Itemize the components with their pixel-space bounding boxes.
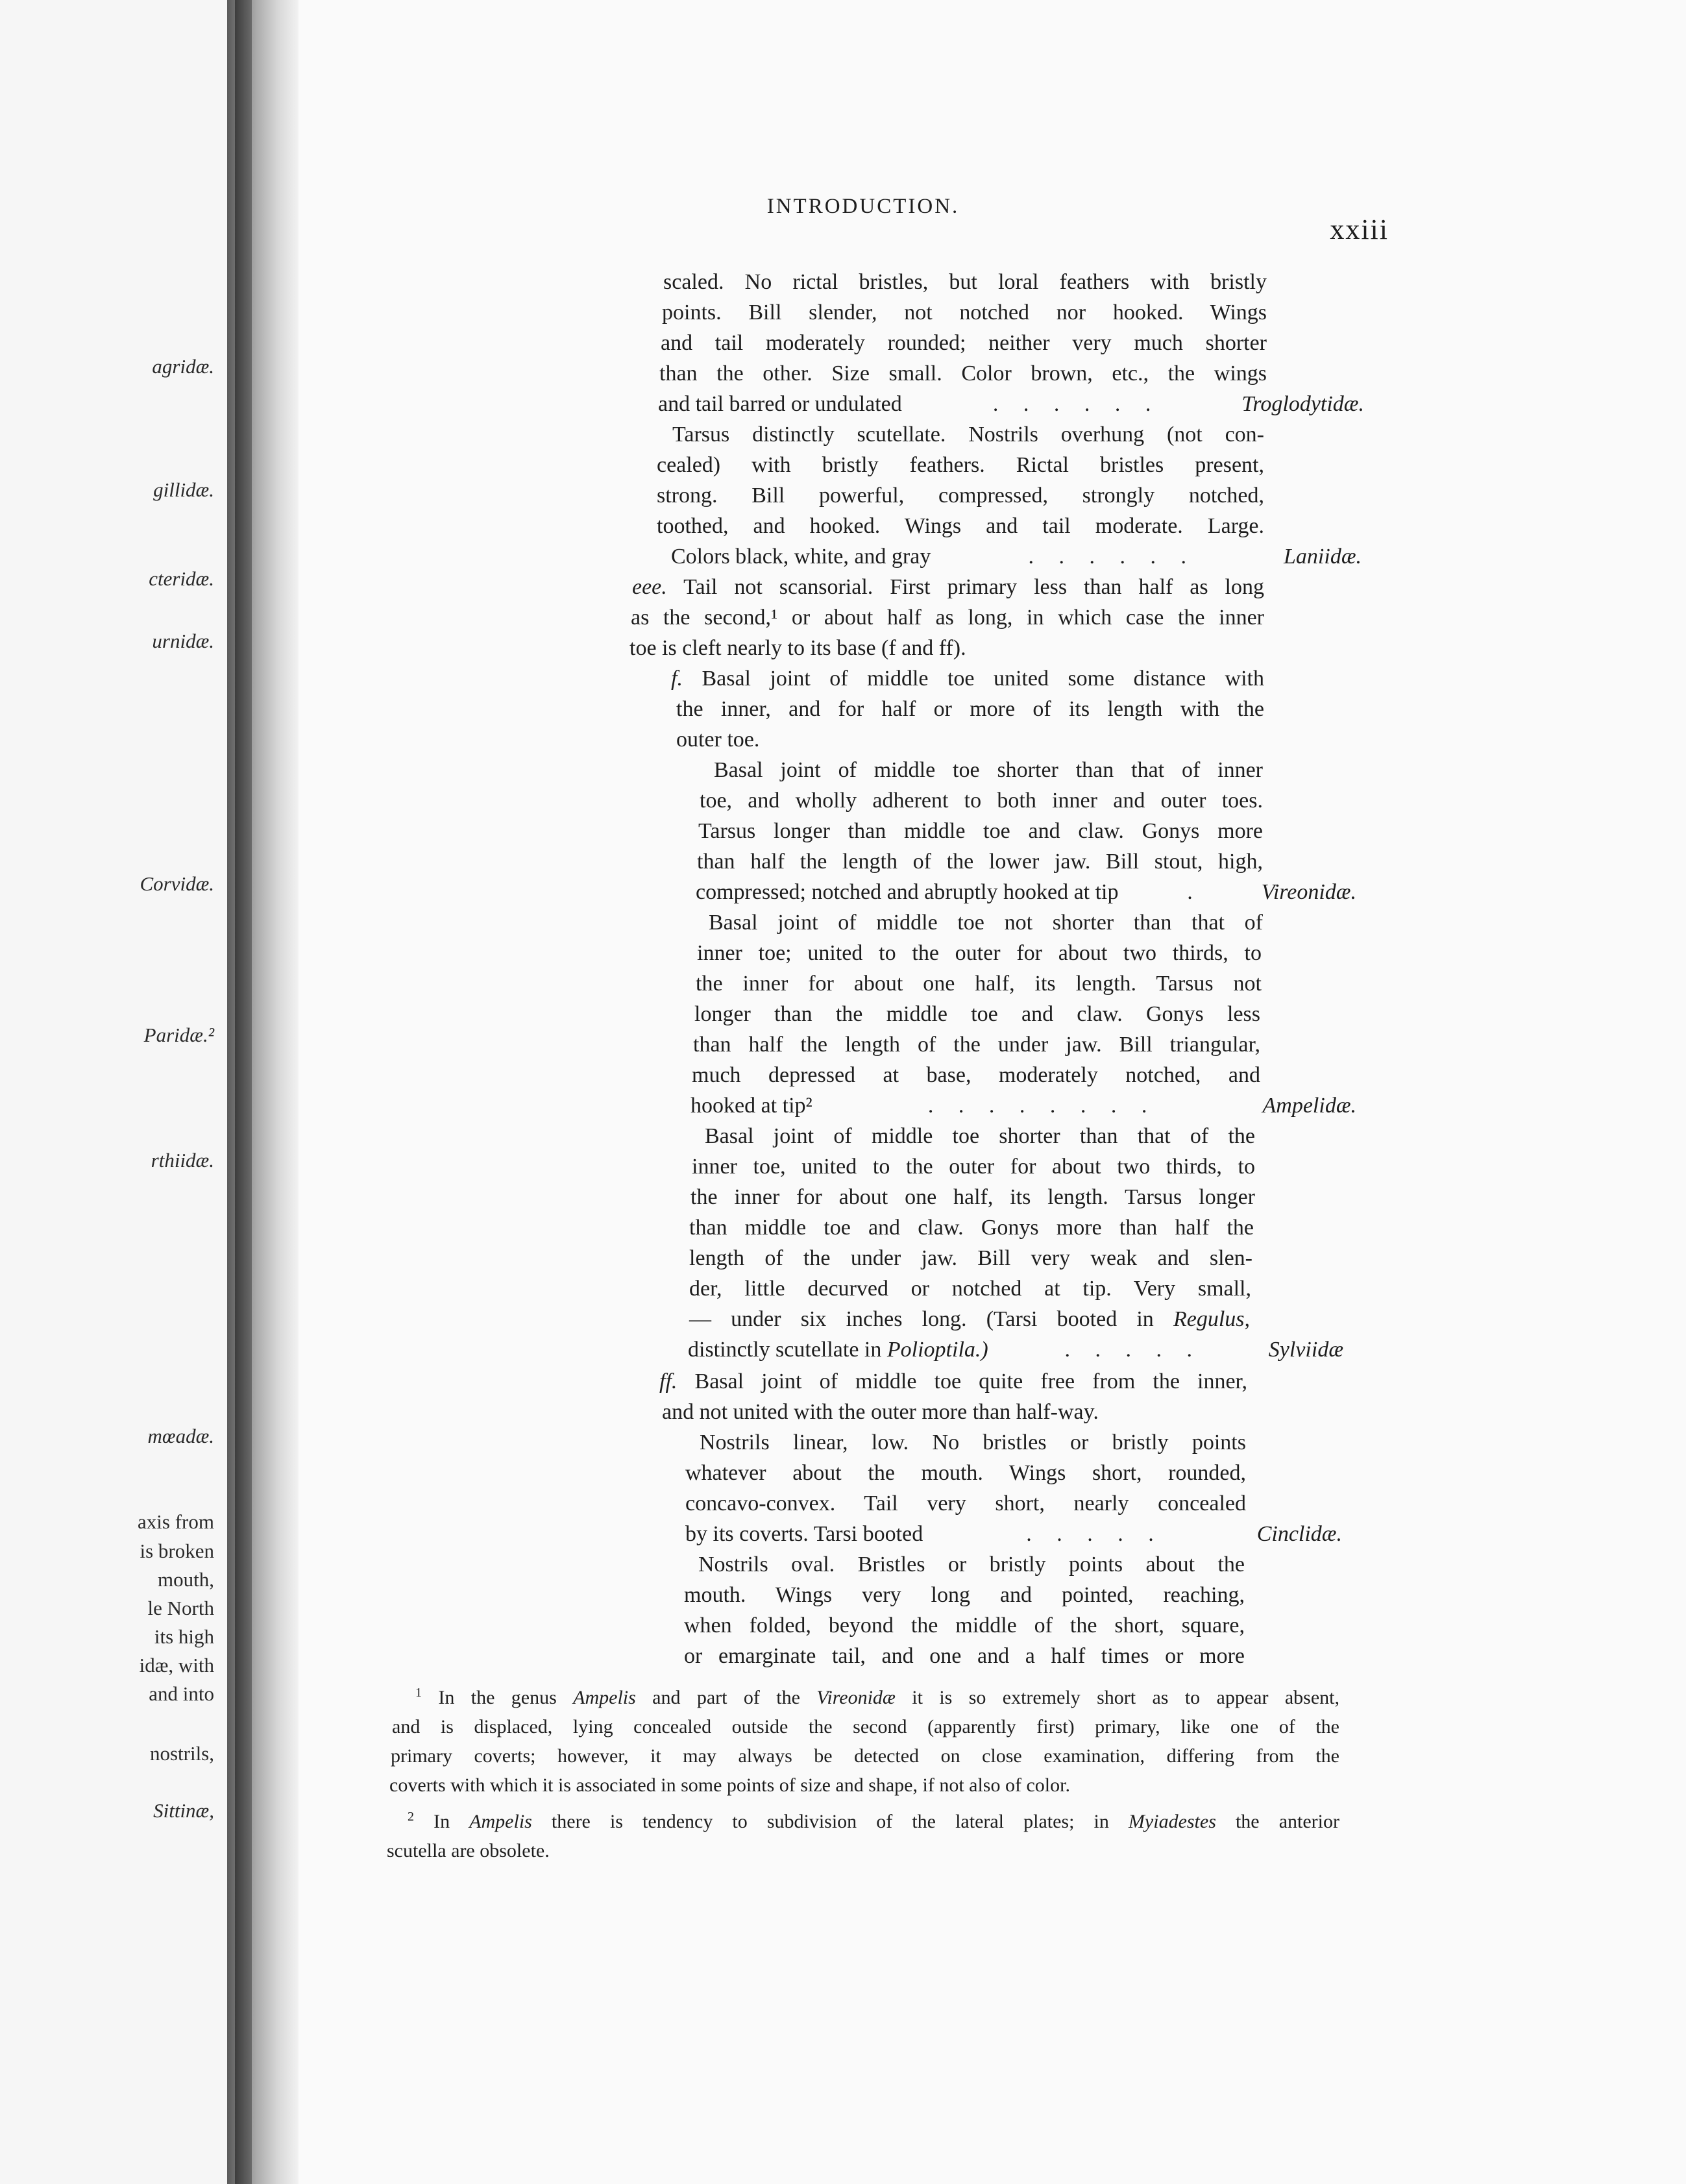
text-line: the inner, and for half or more of its length with the bbox=[676, 697, 1264, 721]
key-label: ff. bbox=[659, 1369, 678, 1393]
family-name: Vireonidæ. bbox=[1261, 880, 1356, 904]
text-line: than the other. Size small. Color brown, etc., the wings bbox=[659, 362, 1267, 386]
text-span: distinctly scutellate in bbox=[688, 1338, 887, 1362]
text-line: Tail not scansorial. First primary less than half as long bbox=[683, 575, 1264, 599]
footnote-2 bbox=[408, 1808, 1339, 1835]
text-line: scaled. No rictal bristles, but loral feathers with bristly bbox=[663, 270, 1267, 294]
text-line: length of the under jaw. Bill very weak and slen- bbox=[689, 1246, 1252, 1270]
text-span: — under six inches long. (Tarsi booted in bbox=[689, 1307, 1173, 1331]
text-line: or emarginate tail, and one and a half times or more bbox=[684, 1644, 1245, 1668]
text-line: when folded, beyond the middle of the short, square, bbox=[684, 1613, 1245, 1638]
text-span: In bbox=[434, 1811, 470, 1832]
left-fragment: idæ, with bbox=[139, 1654, 214, 1676]
text-line: Basal joint of middle toe shorter than that of inner bbox=[714, 758, 1263, 782]
text-line: Basal joint of middle toe shorter than that of the bbox=[705, 1124, 1255, 1148]
text-line: toe, and wholly adherent to both inner and outer toes. bbox=[700, 789, 1263, 813]
key-entry-vireonidae bbox=[696, 877, 1356, 907]
key-entry-sylviidae bbox=[688, 1335, 1343, 1365]
text-line: inner toe, united to the outer for about two thirds, to bbox=[692, 1155, 1255, 1179]
text-span: In the genus bbox=[438, 1687, 574, 1708]
left-fragment: and into bbox=[149, 1682, 214, 1705]
text-span: the anterior bbox=[1216, 1811, 1339, 1832]
text-line: outer toe. bbox=[676, 728, 760, 752]
text-line: longer than the middle toe and claw. Gonys less bbox=[694, 1002, 1260, 1026]
text-span: there is tendency to subdivision of the lateral plates; in bbox=[531, 1811, 1129, 1832]
text-line bbox=[689, 1305, 1250, 1334]
leader-dots: . . . . . . bbox=[1028, 545, 1186, 569]
text-line: than middle toe and claw. Gonys more than half the bbox=[689, 1216, 1254, 1240]
left-fragment: le North bbox=[147, 1597, 214, 1619]
footnote-marker: 1 bbox=[415, 1686, 422, 1700]
text-line: toe is cleft nearly to its base (f and ff). bbox=[629, 636, 966, 660]
text-line: and tail barred or undulated bbox=[658, 392, 902, 416]
running-head: INTRODUCTION. bbox=[766, 195, 960, 218]
text-line: the inner for about one half, its length. Tarsus not bbox=[696, 972, 1262, 996]
text-line: than half the length of the under jaw. Bill triangular, bbox=[693, 1033, 1260, 1057]
text-line: Basal joint of middle toe quite free from the inner, bbox=[694, 1369, 1248, 1393]
footnote-line: coverts with which it is associated in some points of size and shape, if not also of color. bbox=[389, 1774, 1070, 1796]
text-line: Nostrils linear, low. No bristles or bristly points bbox=[700, 1430, 1246, 1454]
text-line: than half the length of the lower jaw. Bill stout, high, bbox=[697, 850, 1263, 874]
key-entry-ampelidae bbox=[690, 1091, 1356, 1121]
text-line: Tarsus distinctly scutellate. Nostrils overhung (not con- bbox=[672, 423, 1264, 447]
left-fragment: Paridæ.² bbox=[143, 1024, 214, 1046]
text-line bbox=[688, 1335, 988, 1365]
text-line: and not united with the outer more than half-way. bbox=[662, 1400, 1099, 1424]
left-fragment: gillidæ. bbox=[153, 478, 214, 501]
footnote-marker: 2 bbox=[408, 1810, 414, 1824]
text-line: compressed; notched and abruptly hooked at tip bbox=[696, 880, 1119, 904]
genus-name: Polioptila.) bbox=[886, 1338, 988, 1362]
text-line: whatever about the mouth. Wings short, rounded, bbox=[685, 1461, 1246, 1485]
text-line: Basal joint of middle toe not shorter than that of bbox=[709, 911, 1263, 935]
page-number: xxiii bbox=[1330, 214, 1389, 245]
text-line: much depressed at base, moderately notched, and bbox=[692, 1063, 1260, 1087]
text-line: strong. Bill powerful, compressed, strongly notched, bbox=[657, 484, 1264, 508]
text-line: inner toe; united to the outer for about two thirds, to bbox=[697, 941, 1262, 965]
left-fragment: mouth, bbox=[158, 1568, 214, 1591]
leader-dots: . . . . . . bbox=[992, 392, 1151, 416]
left-fragment: agridæ. bbox=[152, 355, 214, 378]
key-label: eee. bbox=[632, 575, 667, 599]
left-fragment: urnidæ. bbox=[152, 630, 214, 652]
key-section-ff bbox=[659, 1367, 1247, 1397]
leader-dots: . . . . . bbox=[1026, 1522, 1154, 1546]
key-section-f bbox=[671, 664, 1264, 694]
genus-name: Ampelis bbox=[469, 1811, 532, 1832]
text-line: Nostrils oval. Bristles or bristly points about the bbox=[698, 1552, 1245, 1577]
leader-dots: . . . . . bbox=[1064, 1338, 1192, 1362]
text-line: Basal joint of middle toe united some distance with bbox=[702, 667, 1265, 691]
text-line: hooked at tip² bbox=[690, 1094, 812, 1118]
left-fragment: cteridæ. bbox=[149, 567, 214, 590]
family-name: Sylviidæ bbox=[1268, 1338, 1343, 1362]
left-fragment: its high bbox=[154, 1625, 214, 1648]
text-span: it is so extremely short as to appear absent, bbox=[895, 1687, 1339, 1708]
family-name: Troglodytidæ. bbox=[1241, 392, 1364, 416]
text-span: and part of the bbox=[635, 1687, 817, 1708]
left-page bbox=[0, 0, 234, 2184]
key-section-eee bbox=[632, 572, 1264, 602]
left-fragment: nostrils, bbox=[149, 1742, 214, 1765]
family-name: Vireonidæ bbox=[816, 1687, 896, 1708]
text-line: concavo-convex. Tail very short, nearly concealed bbox=[685, 1491, 1246, 1515]
key-entry-troglodytidae bbox=[658, 389, 1364, 419]
text-line: cealed) with bristly feathers. Rictal bristles present, bbox=[657, 453, 1264, 477]
leader-dots: . . . . . . . . bbox=[927, 1094, 1147, 1118]
text-line: Tarsus longer than middle toe and claw. Gonys more bbox=[698, 819, 1263, 843]
footnote-line: scutella are obsolete. bbox=[387, 1840, 550, 1861]
genus-name: Ampelis bbox=[573, 1687, 636, 1708]
family-name: Laniidæ. bbox=[1284, 545, 1362, 569]
family-name: Cinclidæ. bbox=[1256, 1522, 1342, 1546]
footnote-line: and is displaced, lying concealed outside the second (apparently first) primary, like one of the bbox=[392, 1716, 1339, 1737]
text-line: toothed, and hooked. Wings and tail moderate. Large. bbox=[657, 514, 1264, 538]
footnote-1 bbox=[415, 1684, 1339, 1712]
left-fragment: is broken bbox=[140, 1540, 214, 1562]
genus-name: Regulus, bbox=[1173, 1307, 1250, 1331]
book-spine bbox=[235, 0, 252, 2184]
left-fragment: rthiidæ. bbox=[151, 1149, 214, 1172]
left-fragment: Sittinæ, bbox=[153, 1799, 214, 1822]
text-line: mouth. Wings very long and pointed, reaching, bbox=[684, 1583, 1245, 1607]
key-entry-laniidae bbox=[671, 542, 1362, 572]
text-line: and tail moderately rounded; neither very much shorter bbox=[661, 331, 1267, 355]
left-fragment: Corvidæ. bbox=[140, 872, 214, 895]
text-line: points. Bill slender, not notched nor hooked. Wings bbox=[662, 301, 1267, 325]
left-fragment: axis from bbox=[138, 1510, 214, 1533]
text-line: der, little decurved or notched at tip. Very small, bbox=[689, 1277, 1251, 1301]
text-line: as the second,¹ or about half as long, in which case the inner bbox=[631, 606, 1264, 630]
text-line: by its coverts. Tarsi booted bbox=[685, 1522, 923, 1546]
left-fragment: mœadæ. bbox=[147, 1425, 214, 1447]
genus-name: Myiadestes bbox=[1128, 1811, 1216, 1832]
family-name: Ampelidæ. bbox=[1262, 1094, 1356, 1118]
text-line: the inner for about one half, its length. Tarsus longer bbox=[690, 1185, 1255, 1209]
text-line: Colors black, white, and gray bbox=[671, 545, 931, 569]
footnote-line: primary coverts; however, it may always be detected on close examination, differing from the bbox=[391, 1745, 1339, 1767]
key-entry-cinclidae bbox=[685, 1519, 1342, 1549]
key-label: f. bbox=[671, 667, 683, 691]
leader-dots: . bbox=[1187, 880, 1193, 904]
